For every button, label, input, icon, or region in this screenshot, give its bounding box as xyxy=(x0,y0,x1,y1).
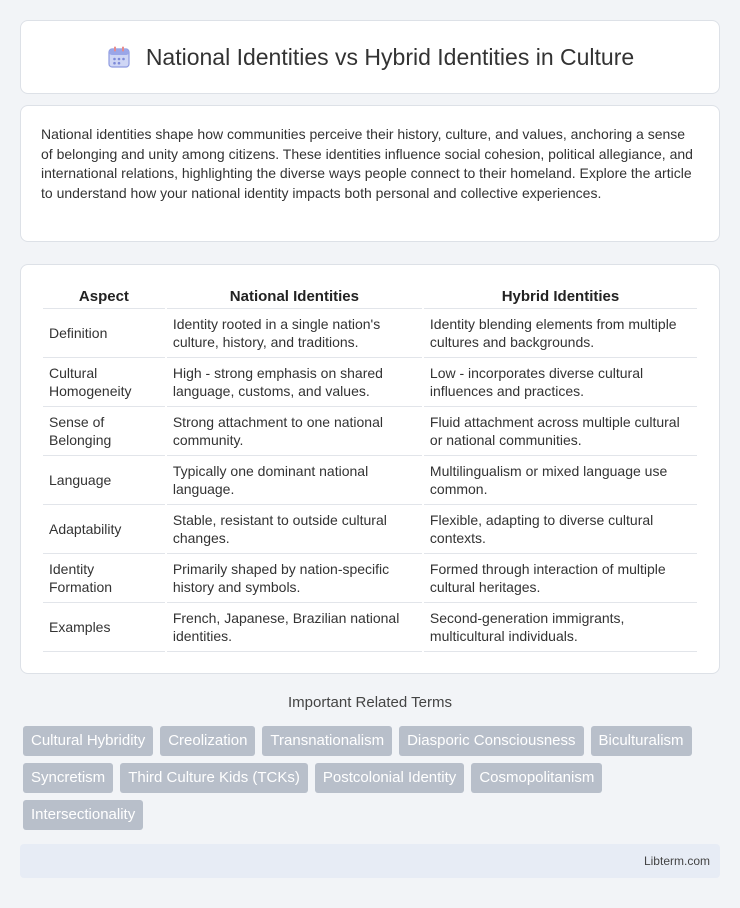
comparison-table-card xyxy=(20,264,720,674)
cell-hybrid: Formed through interaction of multiple cultural heritages. xyxy=(424,554,697,603)
intro-card xyxy=(20,105,720,242)
cell-aspect: Cultural Homogeneity xyxy=(43,358,165,407)
header-card xyxy=(20,20,720,94)
term-tag[interactable]: Transnationalism xyxy=(262,726,392,756)
table-row xyxy=(43,358,697,407)
term-tag[interactable]: Diasporic Consciousness xyxy=(399,726,583,756)
cell-aspect: Adaptability xyxy=(43,505,165,554)
cell-aspect: Identity Formation xyxy=(43,554,165,603)
table-row xyxy=(43,456,697,505)
related-terms-title: Important Related Terms xyxy=(288,694,452,711)
comparison-table xyxy=(41,285,699,652)
cell-national: Identity rooted in a single nation's culture, history, and traditions. xyxy=(167,309,422,358)
calendar-icon xyxy=(106,44,132,70)
term-tag[interactable]: Postcolonial Identity xyxy=(315,763,464,793)
cell-national: Primarily shaped by nation-specific history and symbols. xyxy=(167,554,422,603)
cell-aspect: Sense of Belonging xyxy=(43,407,165,456)
header-national: National Identities xyxy=(167,285,422,309)
term-tag[interactable]: Intersectionality xyxy=(23,800,143,830)
term-tag[interactable]: Syncretism xyxy=(23,763,113,793)
term-tag[interactable]: Cultural Hybridity xyxy=(23,726,153,756)
cell-national: High - strong emphasis on shared language, customs, and values. xyxy=(167,358,422,407)
page-title: National Identities vs Hybrid Identities in Culture xyxy=(145,43,635,70)
cell-hybrid: Second-generation immigrants, multicultural individuals. xyxy=(424,603,697,652)
cell-national: French, Japanese, Brazilian national identities. xyxy=(167,603,422,652)
cell-hybrid: Flexible, adapting to diverse cultural contexts. xyxy=(424,505,697,554)
cell-national: Strong attachment to one national community. xyxy=(167,407,422,456)
footer xyxy=(20,844,720,878)
cell-hybrid: Identity blending elements from multiple cultures and backgrounds. xyxy=(424,309,697,358)
term-tag[interactable]: Biculturalism xyxy=(591,726,692,756)
table-row xyxy=(43,309,697,358)
cell-aspect: Definition xyxy=(43,309,165,358)
cell-aspect: Examples xyxy=(43,603,165,652)
cell-national: Typically one dominant national language. xyxy=(167,456,422,505)
cell-aspect: Language xyxy=(43,456,165,505)
table-row xyxy=(43,407,697,456)
intro-text: National identities shape how communities perceive their history, culture, and values, anchoring a sense of belonging and unity among citizens. These identities influence social cohesion, political allegiance, and international relations, highlighting the diverse ways people connect to their homeland. Explore the article to understand how your national identity impacts both personal and collective experiences. xyxy=(41,126,693,201)
table-row xyxy=(43,505,697,554)
table-row xyxy=(43,554,697,603)
table-row xyxy=(43,603,697,652)
term-tag[interactable]: Third Culture Kids (TCKs) xyxy=(120,763,308,793)
term-tag[interactable]: Cosmopolitanism xyxy=(471,763,602,793)
header-aspect: Aspect xyxy=(43,285,165,309)
table-header-row xyxy=(43,285,697,309)
cell-hybrid: Low - incorporates diverse cultural influences and practices. xyxy=(424,358,697,407)
cell-hybrid: Multilingualism or mixed language use common. xyxy=(424,456,697,505)
footer-site-link[interactable]: Libterm.com xyxy=(643,854,710,868)
term-tag[interactable]: Creolization xyxy=(160,726,255,756)
cell-national: Stable, resistant to outside cultural changes. xyxy=(167,505,422,554)
related-terms-list xyxy=(23,726,723,830)
cell-hybrid: Fluid attachment across multiple cultural or national communities. xyxy=(424,407,697,456)
header-hybrid: Hybrid Identities xyxy=(424,285,697,309)
